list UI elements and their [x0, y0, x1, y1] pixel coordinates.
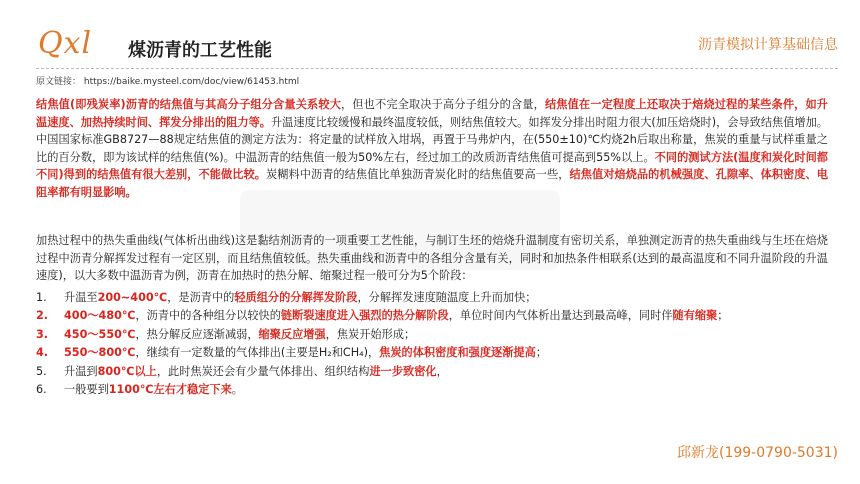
highlighted-text: 进一步致密化	[369, 364, 437, 378]
highlighted-text: 结焦值在一定程度上还取决于焙烧过程的某些条件，如升温速度、加热持续时间、挥发分排出的阻力等。	[36, 98, 828, 129]
stage-item	[36, 363, 828, 381]
body-text: ，是沥青中的	[167, 291, 235, 304]
body-text: ；	[535, 346, 548, 360]
stage-item	[36, 307, 828, 325]
body-text: ，此时焦炭还会有少量气体排出、组织结构	[156, 364, 370, 378]
stage-item	[36, 326, 828, 344]
stage-number: 1.	[36, 291, 47, 304]
stage-number: 6.	[36, 383, 47, 397]
source-link-line	[36, 74, 299, 87]
body-text: ，	[436, 364, 448, 378]
stage-number: 2.	[36, 309, 49, 323]
highlighted-text: 轻质组分的分解挥发阶段	[234, 291, 358, 304]
brand-logo: Qxl	[38, 26, 93, 61]
stage-item	[36, 381, 828, 399]
body-text: 。	[231, 383, 243, 397]
body-text: ，继续有一定数量的气体排出(主要是H₂和CH₄)，	[135, 346, 380, 360]
highlighted-text: 800℃以上	[97, 364, 157, 378]
body-text: ，焦炭开始形成；	[325, 327, 416, 341]
body-text: 升温至	[64, 291, 98, 304]
header-divider	[36, 68, 838, 69]
highlighted-text: 链断裂速度进入强烈的热分解阶段	[280, 309, 449, 323]
thermal-loss-paragraph: 加热过程中的热失重曲线(气体析出曲线)这是黏结剂沥青的一项重要工艺性能，与制订生坯的焙烧升温制度有密切关系，单独测定沥青的热失重曲线与生坯在焙烧过程中沥青分解挥发过程有一定区别，而且结焦值较低。热失重曲线和沥青中的各组分含量有关，同时和加热条件相联系(达到的最高温度和不同升温阶段的升温速度)，以大多数中温沥青为例，沥青在加热时的热分解、缩聚过程一般可分为5个阶段：	[36, 234, 828, 283]
highlighted-text: 结焦值对焙烧品的机械强度、孔隙率、体积密度、电阻率都有明显影响。	[36, 168, 828, 199]
page-title: 煤沥青的工艺性能	[128, 40, 272, 61]
stage-item	[36, 289, 828, 307]
body-text: 炭糊料中沥青的结焦值比单独沥青炭化时的结焦值要高一些，	[265, 168, 570, 182]
source-label: 原文链接：	[36, 77, 82, 87]
body-text: 一般要到	[64, 383, 109, 397]
body-text: ，沥青中的各种组分以较快的	[135, 309, 281, 323]
highlighted-text: 缩聚反应增强	[258, 327, 326, 341]
highlighted-text: 200~400℃	[97, 291, 168, 304]
stage-number: 3.	[36, 327, 49, 341]
highlighted-text: 450～550℃	[64, 327, 136, 341]
body-text: ，热分解反应逐渐减弱，	[135, 327, 259, 341]
highlighted-text: 1100℃左右才稳定下来	[108, 383, 232, 397]
highlighted-text: 结焦值(即残炭率)沥青的结焦值与其高分子组分含量关系较大	[36, 98, 342, 111]
stage-number: 4.	[36, 346, 49, 360]
stage-number: 5.	[36, 364, 47, 378]
body-text: ，分解挥发速度随温度上升而加快；	[357, 291, 537, 304]
contact-footer: 邱新龙(199-0790-5031)	[676, 445, 838, 461]
stage-list	[36, 289, 828, 399]
body-text: 升温速度比较缓慢和最终温度较低，则结焦值较大。如挥发分排出时阻力很大(加压焙烧时)，会导致结焦值增加。中国国家标准GB8727—88规定结焦值的测定方法为：将定量的试样放入坩埚，再置于马弗炉内，在(550±10)℃灼烧2h后取出称量，焦炭的重量与试样重量之比的百分数，即为该试样的结焦值(%)。中温沥青的结焦值一般为50%左右，经过加工的改质沥青结焦值可提高到55%以上。	[36, 115, 828, 164]
section-label: 沥青模拟计算基础信息	[698, 37, 838, 53]
source-url[interactable]: https://baike.mysteel.com/doc/view/61453.html	[83, 77, 300, 87]
highlighted-text: 随有缩聚	[672, 309, 718, 323]
highlighted-text: 550～800℃	[64, 346, 136, 360]
highlighted-text: 焦炭的体积密度和强度逐渐提高	[379, 346, 536, 360]
body-text: ；	[717, 309, 729, 323]
stage-item	[36, 344, 828, 362]
highlighted-text: 400～480℃	[64, 309, 136, 323]
body-text: ，单位时间内气体析出量达到最高峰，同时伴	[448, 309, 673, 323]
body-text: 升温到	[64, 364, 98, 378]
body-text: ，但也不完全取决于高分子组分的含量，	[341, 98, 545, 111]
highlighted-text: 不同的测试方法(温度和炭化时间都不同)得到的结焦值有很大差别，不能做比较。	[36, 150, 828, 182]
coking-value-paragraph	[36, 96, 828, 202]
